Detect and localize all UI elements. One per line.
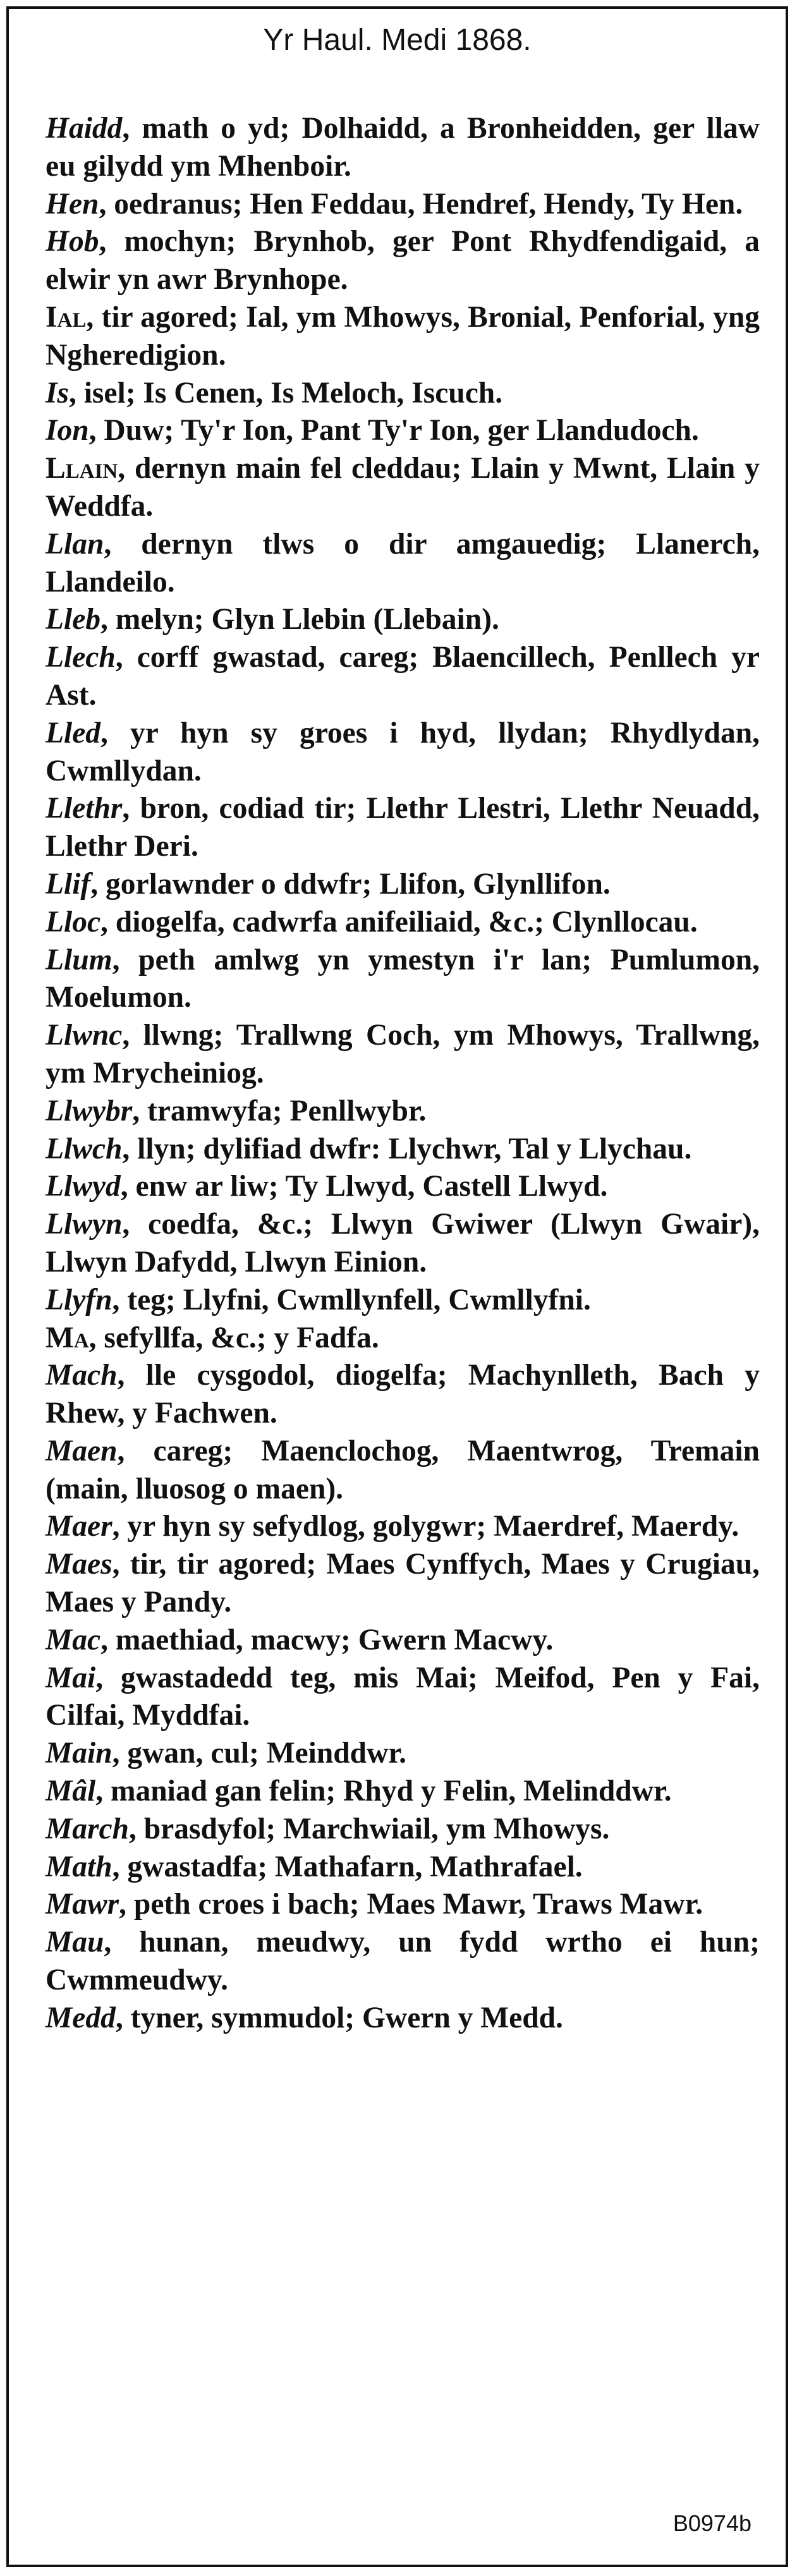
glossary-entry: [46, 110, 760, 186]
glossary-entry: [46, 1357, 760, 1433]
glossary-entries: [46, 110, 760, 2038]
glossary-entry: [46, 1735, 760, 1773]
entry-definition: , gorlawnder o ddwfr; Llifon, Glynllifon.: [90, 867, 611, 901]
entry-definition: , maniad gan felin; Rhyd y Felin, Melinddwr.: [95, 1775, 672, 1808]
entry-headword: Maer: [46, 1510, 113, 1543]
glossary-entry: [46, 450, 760, 526]
entry-definition: , hunan, meudwy, un fydd wrtho ei hun; Cwmmeudwy.: [46, 1926, 760, 1997]
entry-definition: , brasdyfol; Marchwiail, ym Mhowys.: [128, 1812, 610, 1845]
entry-headword: Llwyn: [46, 1208, 123, 1241]
entry-definition: , isel; Is Cenen, Is Meloch, Iscuch.: [68, 376, 503, 410]
entry-headword: Llech: [46, 641, 116, 674]
entry-definition: , gwastadedd teg, mis Mai; Meifod, Pen y Fai, Cilfai, Myddfai.: [46, 1661, 760, 1732]
glossary-entry: [46, 1131, 760, 1169]
glossary-entry: [46, 942, 760, 1018]
entry-headword: Hob: [46, 225, 99, 258]
glossary-entry: [46, 223, 760, 299]
entry-definition: , yr hyn sy groes i hyd, llydan; Rhydlydan, Cwmllydan.: [46, 716, 760, 787]
glossary-entry: [46, 1886, 760, 1924]
entry-definition: , teg; Llyfni, Cwmllynfell, Cwmllyfni.: [112, 1283, 591, 1316]
glossary-entry: [46, 639, 760, 715]
glossary-entry: [46, 904, 760, 942]
entry-definition: , bron, codiad tir; Llethr Llestri, Llethr Neuadd, Llethr Deri.: [46, 792, 760, 863]
glossary-entry: [46, 601, 760, 639]
entry-headword: Lleb: [46, 603, 101, 636]
entry-headword: Mau: [46, 1926, 104, 1959]
entry-definition: , melyn; Glyn Llebin (Llebain).: [100, 603, 499, 636]
entry-definition: , llwng; Trallwng Coch, ym Mhowys, Trallwng, ym Mrycheiniog.: [46, 1019, 760, 1090]
entry-headword: Mâl: [46, 1775, 96, 1808]
entry-definition: , tramwyfa; Penllwybr.: [132, 1094, 427, 1127]
entry-definition: , oedranus; Hen Feddau, Hendref, Hendy, Ty Hen.: [99, 187, 743, 221]
entry-definition: , yr hyn sy sefydlog, golygwr; Maerdref, Maerdy.: [112, 1510, 739, 1543]
entry-headword: Medd: [46, 2001, 116, 2034]
entry-definition: , llyn; dylifiad dwfr: Llychwr, Tal y Llychau.: [122, 1132, 692, 1165]
entry-definition: , careg; Maenclochog, Maentwrog, Tremain (main, lluosog o maen).: [46, 1434, 760, 1505]
glossary-entry: [46, 1924, 760, 2000]
page-frame: [6, 6, 788, 2567]
entry-headword: Main: [46, 1737, 113, 1770]
entry-headword: Is: [46, 376, 69, 410]
entry-definition: , math o yd; Dolhaidd, a Bronheidden, ger llaw eu gilydd ym Mhenboir.: [46, 112, 760, 183]
glossary-entry: [46, 1773, 760, 1811]
entry-definition: , sefyllfa, &c.; y Fadfa.: [88, 1321, 379, 1354]
entry-headword: Llethr: [46, 792, 123, 825]
entry-definition: , tir, tir agored; Maes Cynffych, Maes y Crugiau, Maes y Pandy.: [46, 1548, 760, 1619]
entry-definition: , mochyn; Brynhob, ger Pont Rhydfendigaid, a elwir yn awr Brynhope.: [46, 225, 760, 296]
glossary-entry: [46, 715, 760, 791]
glossary-entry: [46, 1320, 760, 1358]
entry-headword: Llwch: [46, 1132, 123, 1165]
entry-headword: Maen: [46, 1434, 118, 1467]
entry-headword: Mac: [46, 1623, 101, 1656]
entry-headword: Lled: [46, 716, 101, 750]
glossary-entry: [46, 526, 760, 602]
entry-headword: March: [46, 1812, 129, 1845]
glossary-entry: [46, 1282, 760, 1320]
glossary-entry: [46, 186, 760, 224]
glossary-entry: [46, 1811, 760, 1849]
entry-definition: , gwan, cul; Meinddwr.: [112, 1737, 406, 1770]
glossary-entry: [46, 790, 760, 866]
entry-definition: , enw ar liw; Ty Llwyd, Castell Llwyd.: [120, 1170, 608, 1203]
entry-headword: Mai: [46, 1661, 96, 1694]
glossary-entry: [46, 1660, 760, 1735]
entry-headword: Llyfn: [46, 1283, 113, 1316]
glossary-entry: [46, 299, 760, 375]
reference-id: B0974b: [672, 2510, 751, 2536]
glossary-entry: [46, 1508, 760, 1546]
entry-headword: Llwyd: [46, 1170, 121, 1203]
glossary-entry: [46, 1168, 760, 1206]
glossary-entry: [46, 1622, 760, 1660]
entry-headword: Mawr: [46, 1888, 119, 1921]
entry-definition: , gwastadfa; Mathafarn, Mathrafael.: [112, 1850, 583, 1883]
entry-headword: Llan: [46, 527, 104, 561]
glossary-entry: [46, 412, 760, 450]
entry-headword: Maes: [46, 1548, 113, 1581]
glossary-entry: [46, 375, 760, 413]
entry-definition: , dernyn tlws o dir amgauedig; Llanerch, Llandeilo.: [46, 527, 760, 598]
entry-headword: Llif: [46, 867, 91, 901]
entry-definition: , Duw; Ty'r Ion, Pant Ty'r Ion, ger Llandudoch.: [88, 414, 699, 447]
entry-definition: , peth amlwg yn ymestyn i'r lan; Pumlumon, Moelumon.: [46, 943, 760, 1014]
glossary-entry: [46, 1546, 760, 1622]
entry-headword: Ion: [46, 414, 89, 447]
entry-definition: , coedfa, &c.; Llwyn Gwiwer (Llwyn Gwair), Llwyn Dafydd, Llwyn Einion.: [46, 1208, 760, 1279]
entry-headword: Mach: [46, 1359, 118, 1392]
entry-headword: Lloc: [46, 905, 101, 939]
glossary-entry: [46, 1093, 760, 1131]
entry-headword: Math: [46, 1850, 113, 1883]
glossary-entry: [46, 2000, 760, 2038]
entry-headword: Ial: [46, 300, 87, 334]
entry-definition: , diogelfa, cadwrfa anifeiliaid, &c.; Clynllocau.: [100, 905, 698, 939]
entry-headword: Llwybr: [46, 1094, 133, 1127]
entry-definition: , tyner, symmudol; Gwern y Medd.: [115, 2001, 563, 2034]
glossary-entry: [46, 1849, 760, 1886]
entry-headword: Ma: [46, 1321, 89, 1354]
entry-headword: Llain: [46, 452, 118, 485]
entry-definition: , peth croes i bach; Maes Mawr, Traws Mawr.: [119, 1888, 703, 1921]
entry-headword: Llwnc: [46, 1019, 123, 1052]
entry-definition: , lle cysgodol, diogelfa; Machynlleth, Bach y Rhew, y Fachwen.: [46, 1359, 760, 1430]
glossary-entry: [46, 866, 760, 904]
entry-headword: Llum: [46, 943, 113, 976]
glossary-entry: [46, 1206, 760, 1282]
entry-definition: , maethiad, macwy; Gwern Macwy.: [100, 1623, 554, 1656]
entry-headword: Hen: [46, 187, 99, 221]
page-title: Yr Haul. Medi 1868.: [263, 23, 532, 57]
entry-definition: , corff gwastad, careg; Blaencillech, Penllech yr Ast.: [46, 641, 760, 712]
glossary-entry: [46, 1433, 760, 1509]
entry-definition: , dernyn main fel cleddau; Llain y Mwnt, Llain y Weddfa.: [46, 452, 760, 523]
entry-headword: Haidd: [46, 112, 123, 145]
glossary-entry: [46, 1017, 760, 1093]
entry-definition: , tir agored; Ial, ym Mhowys, Bronial, Penforial, yng Ngheredigion.: [46, 300, 760, 372]
